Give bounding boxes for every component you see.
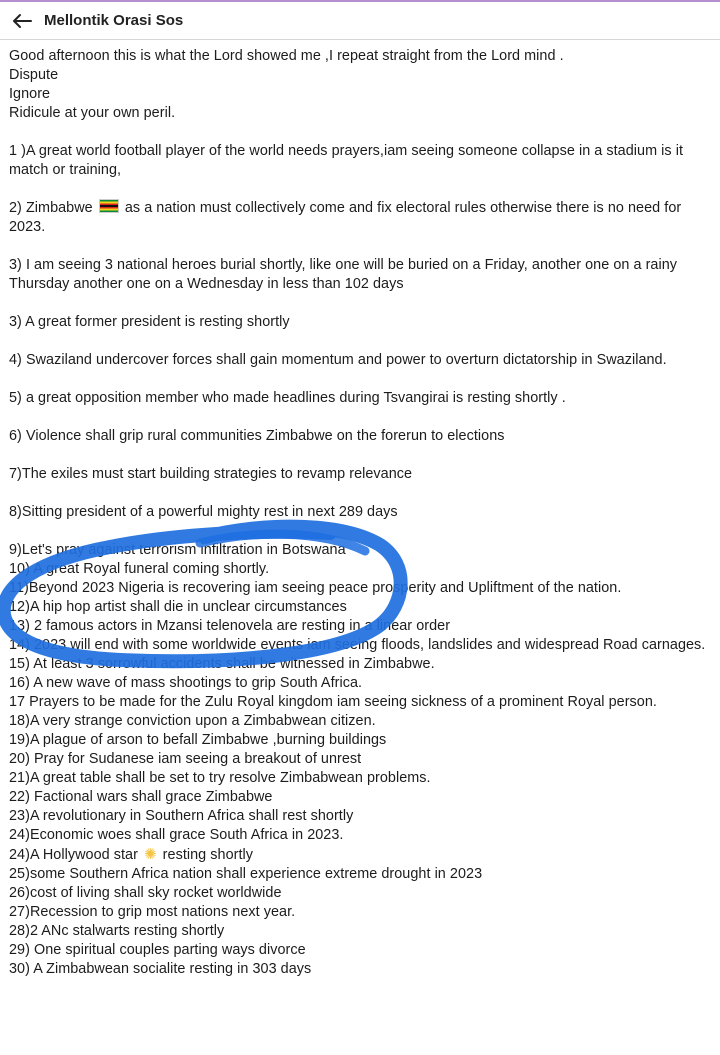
list-item: 12)A hip hop artist shall die in unclear circumstances: [9, 599, 347, 615]
intro-line: Ridicule at your own peril.: [9, 105, 176, 121]
list-item: 25)some Southern Africa nation shall experience extreme drought in 2023: [9, 866, 483, 882]
list-item: 26)cost of living shall sky rocket worldwide: [9, 885, 282, 901]
list-item: 13) 2 famous actors in Mzansi telenovela are resting in a linear order: [9, 618, 451, 634]
list-item-start: 24)A Hollywood star: [9, 847, 138, 863]
list-item: 16) A new wave of mass shootings to grip South Africa.: [9, 675, 363, 691]
back-button[interactable]: [10, 9, 34, 33]
arrow-left-icon: [12, 13, 32, 29]
glowing-star-icon: ✺: [144, 846, 157, 863]
intro-line: Good afternoon this is what the Lord showed me ,I repeat straight from the Lord mind .: [9, 48, 564, 64]
prophecy-3: 3) I am seeing 3 national heroes burial shortly, like one will be buried on a Friday, another one on a rainy Thursday another one on a Wednesday in less than 102 days: [9, 257, 678, 292]
list-item: 22) Factional wars shall grace Zimbabwe: [9, 789, 273, 805]
list-item: 18)A very strange conviction upon a Zimbabwean citizen.: [9, 713, 376, 729]
page-title: Mellontik Orasi Sos: [44, 12, 184, 29]
list-item: 24)Economic woes shall grace South Africa in 2023.: [9, 827, 344, 843]
prophecy-6: 6) Violence shall grip rural communities Zimbabwe on the forerun to elections: [9, 428, 505, 444]
list-item: 28)2 ANc stalwarts resting shortly: [9, 923, 225, 939]
list-item-end: resting shortly: [158, 847, 253, 863]
list-item: 15) At least 3 sorrowful accidents shall be witnessed in Zimbabwe.: [9, 656, 435, 672]
app-header: [0, 2, 720, 40]
post-body: [9, 47, 709, 979]
zimbabwe-flag-icon: [99, 199, 119, 213]
prophecy-8: 8)Sitting president of a powerful mighty rest in next 289 days: [9, 504, 398, 520]
list-item: 20) Pray for Sudanese iam seeing a breakout of unrest: [9, 751, 362, 767]
list-item: 30) A Zimbabwean socialite resting in 303 days: [9, 961, 312, 977]
list-item: 29) One spiritual couples parting ways divorce: [9, 942, 306, 958]
list-item: 9)Let's pray against terrorism infiltration in Botswana: [9, 542, 346, 558]
prophecy-4: 4) Swaziland undercover forces shall gain momentum and power to overturn dictatorship in Swaziland.: [9, 352, 667, 368]
prophecy-2-end: as a nation must collectively come and fix electoral rules otherwise there is no need for 2023.: [9, 200, 682, 235]
prophecy-7: 7)The exiles must start building strategies to revamp relevance: [9, 466, 413, 482]
list-item: 10) A great Royal funeral coming shortly.: [9, 561, 270, 577]
prophecy-1: 1 )A great world football player of the world needs prayers,iam seeing someone collapse in a stadium is it match or training,: [9, 143, 684, 178]
list-item: 27)Recession to grip most nations next year.: [9, 904, 296, 920]
intro-line: Ignore: [9, 86, 51, 102]
intro-line: Dispute: [9, 67, 59, 83]
prophecy-2-start: 2) Zimbabwe: [9, 200, 93, 216]
list-item: 21)A great table shall be set to try resolve Zimbabwean problems.: [9, 770, 431, 786]
list-item: [9, 845, 709, 865]
list-item: 17 Prayers to be made for the Zulu Royal kingdom iam seeing sickness of a prominent Royal person.: [9, 694, 657, 710]
list-item: 11)Beyond 2023 Nigeria is recovering iam seeing peace prosperity and Upliftment of the nation.: [9, 580, 622, 596]
list-item: 19)A plague of arson to befall Zimbabwe ,burning buildings: [9, 732, 387, 748]
list-item: 23)A revolutionary in Southern Africa shall rest shortly: [9, 808, 354, 824]
prophecy-3b: 3) A great former president is resting shortly: [9, 314, 290, 330]
prophecy-5: 5) a great opposition member who made headlines during Tsvangirai is resting shortly .: [9, 390, 566, 406]
prophecy-2: [9, 199, 709, 237]
list-item: 14) 2023 will end with some worldwide events iam seeing floods, landslides and widespread Road carnages.: [9, 637, 706, 653]
